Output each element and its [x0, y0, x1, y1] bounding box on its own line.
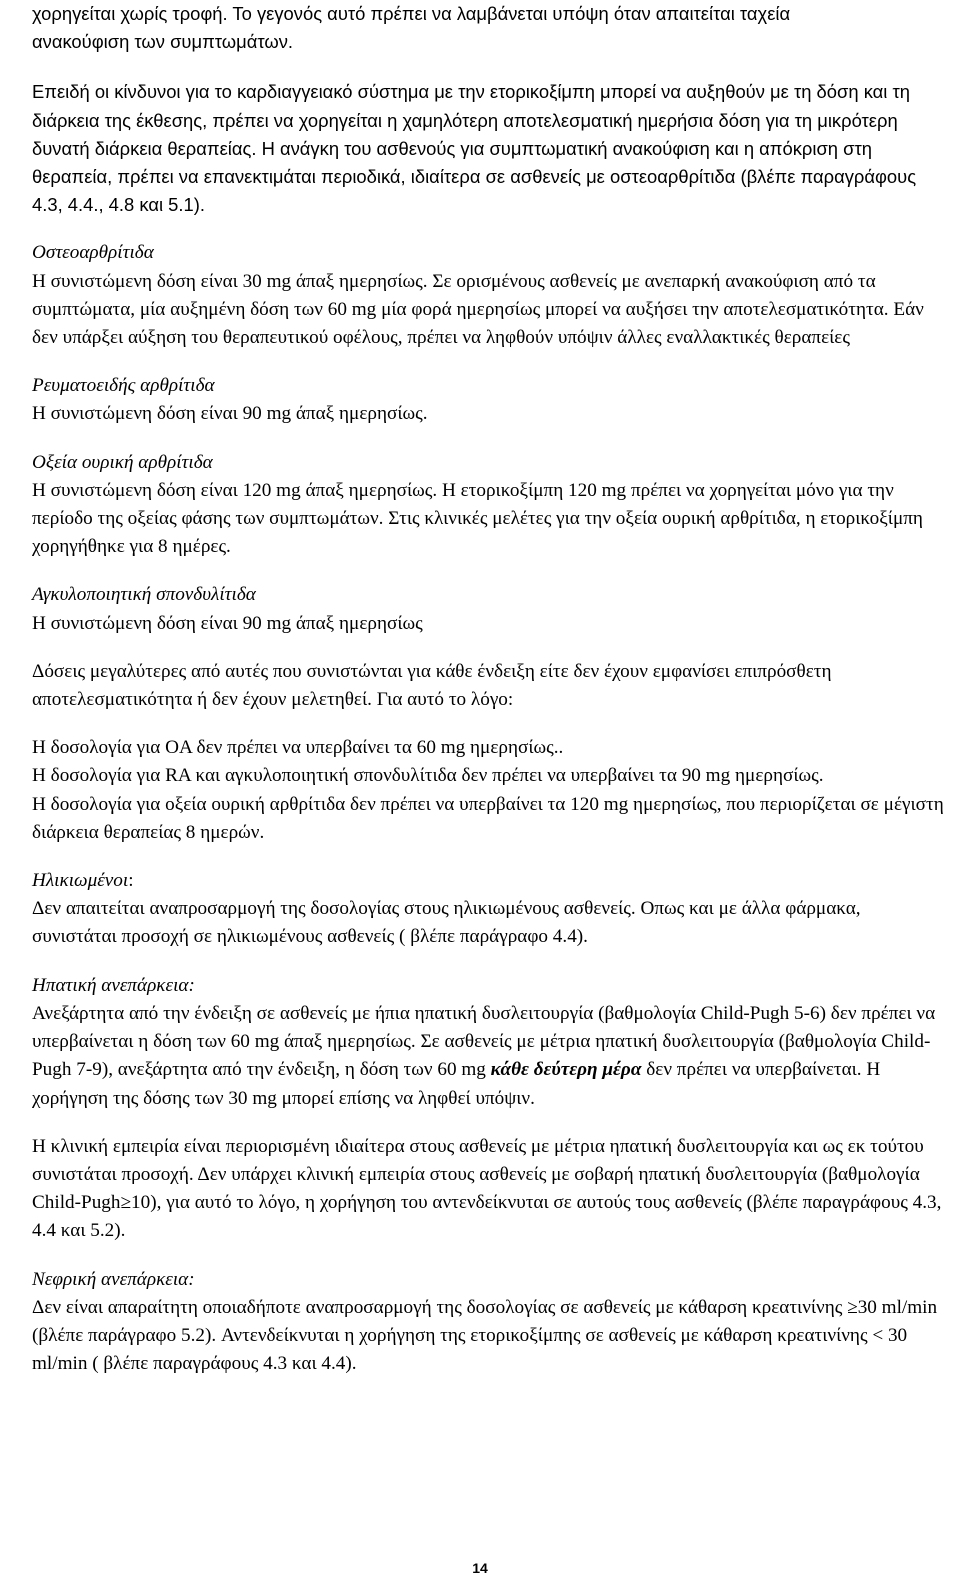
section-heading: Ηλικιωμένοι: [32, 870, 129, 892]
section-text: Η συνιστώμενη δόση είναι 30 mg άπαξ ημερησίως. Σε ορισμένους ασθενείς με ανεπαρκή ανακούφιση από τα συμπτώματα, μία αυξημένη δόση των 60 mg μία φορά ημερησίως μπορεί να αυξήσει την αποτελεσματικότητα. Εάν δεν υπάρξει αύξηση του θεραπευτικού οφέλους, πρέπει να ληφθούν υπόψιν άλλες εναλλακτικές θεραπείες: [32, 270, 924, 349]
section-text: Ανεξάρτητα από την ένδειξη σε ασθενείς με ήπια ηπατική δυσλειτουργία (βαθμολογία Child-Pugh 5-6) δεν πρέπει να υπερβαίνεται η δόση των 60 mg άπαξ ημερησίως. Σε ασθενείς με μέτρια ηπατική δυσλειτουργία (βαθμολογία Child-Pugh 7-9), ανεξάρτητα από την ένδειξη, η δόση των 60 mg κάθε δεύτερη μέρα δεν πρέπει να υπερβαίνεται. Η χορήγηση της δόσης των 30 mg μπορεί επίσης να ληφθεί υπόψιν.: [32, 1002, 936, 1109]
section-text: Η συνιστώμενη δόση είναι 90 mg άπαξ ημερησίως.: [32, 403, 428, 425]
document-body: [32, 0, 944, 1378]
page-number: 14: [472, 1560, 488, 1576]
text-line: ανακούφιση των συμπτωμάτων.: [32, 31, 294, 53]
symbol-gte: ≥: [847, 1296, 858, 1318]
symbol-gte: ≥: [120, 1192, 132, 1214]
section-osteoarthritis: [32, 239, 944, 352]
dose-limit-oa: Η δοσολογία για OA δεν πρέπει να υπερβαίνει τα 60 mg ημερησίως..: [32, 737, 564, 759]
section-text: Δεν απαιτείται αναπροσαρμογή της δοσολογίας στους ηλικιωμένους ασθενείς. Οπως και με άλλα φάρμακα, συνιστάται προσοχή σε ηλικιωμένους ασθενείς ( βλέπε παράγραφο 4.4).: [32, 898, 861, 948]
section-renal-impairment: [32, 1266, 944, 1379]
section-text: Η συνιστώμενη δόση είναι 120 mg άπαξ ημερησίως. Η ετορικοξίμπη 120 mg πρέπει να χορηγείται μόνο για την περίοδο της οξείας φάσης των συμπτωμάτων. Στις κλινικές μελέτες για την οξεία ουρική αρθρίτιδα, η ετορικοξίμπη χορηγήθηκε για 8 ημέρες.: [32, 479, 923, 558]
section-heading: Ηπατική ανεπάρκεια:: [32, 974, 195, 996]
dose-limit-gout: Η δοσολογία για οξεία ουρική αρθρίτιδα δεν πρέπει να υπερβαίνει τα 120 mg ημερησίως, που περιορίζεται σε μέγιστη διάρκεια θεραπείας 8 ημερών.: [32, 793, 944, 843]
section-text: Δεν είναι απαραίτητη οποιαδήποτε αναπροσαρμογή της δοσολογίας σε ασθενείς με κάθαρση κρεατινίνης ≥30 ml/min (βλέπε παράγραφο 5.2). Αντενδείκνυται η χορήγηση της ετορικοξίμπης σε ασθενείς με κάθαρση κρεατινίνης < 30 ml/min ( βλέπε παραγράφους 4.3 και 4.4).: [32, 1296, 938, 1375]
text-span: Επειδή οι κίνδυνοι για το καρδιαγγειακό σύστημα με την ετορικοξίμπη μπορεί να αυξηθούν με τη δόση και τη διάρκεια της έκθεσης, πρέπει να χορηγείται η χαμηλότερη αποτελεσματική ημερήσια δόση για τη μικρότερη δυνατή διάρκεια θεραπείας.: [32, 81, 910, 159]
text-span: Η ανάγκη του ασθενούς για συμπτωματική ανακούφιση και η απόκριση στη θεραπεία, πρέπει να επανεκτιμάται περιοδικά, ιδιαίτερα σε ασθενείς με οστεοαρθρίτιδα (βλέπε παραγράφους 4.3, 4.4., 4.8 και 5.1).: [32, 137, 917, 216]
section-heading: Ρευματοειδής αρθρίτιδα: [32, 375, 215, 397]
text-line: χορηγείται χωρίς τροφή. Το γεγονός αυτό πρέπει να λαμβάνεται υπόψη όταν απαιτείται ταχεία: [32, 3, 791, 24]
section-heading: Οστεοαρθρίτιδα: [32, 242, 154, 264]
paragraph-higher-doses: Δόσεις μεγαλύτερες από αυτές που συνιστώνται για κάθε ένδειξη είτε δεν έχουν εμφανίσει επιπρόσθετη αποτελεσματικότητα ή δεν έχουν μελετηθεί. Για αυτό το λόγο:: [32, 660, 832, 711]
section-ankylosing-spondylitis: [32, 581, 944, 637]
emphasis-text: κάθε δεύτερη μέρα: [490, 1059, 642, 1081]
paragraph-hepatic-experience: Η κλινική εμπειρία είναι περιορισμένη ιδιαίτερα στους ασθενείς με μέτρια ηπατική δυσλειτουργία και ως εκ τούτου συνιστάται προσοχή. Δεν υπάρχει κλινική εμπειρία στους ασθενείς με σοβαρή ηπατική δυσλειτουργία (βαθμολογία Child-Pugh≥10), για αυτό το λόγο, η χορήγηση του αντενδείκνυται σε αυτούς τους ασθενείς (βλέπε παραγράφους 4.3, 4.4 και 5.2).: [32, 1135, 942, 1242]
dose-limits: [32, 734, 944, 847]
section-hepatic-impairment: [32, 972, 944, 1113]
section-text: Η συνιστώμενη δόση είναι 90 mg άπαξ ημερησίως: [32, 612, 423, 634]
paragraph-food-note: [32, 0, 944, 56]
paragraph-cv-risk: [32, 78, 944, 219]
section-heading: Νεφρική ανεπάρκεια:: [32, 1268, 195, 1290]
section-heading-row: Ηλικιωμένοι:: [32, 870, 134, 892]
section-rheumatoid-arthritis: [32, 372, 944, 428]
section-elderly: [32, 867, 944, 952]
section-acute-gout: [32, 449, 944, 562]
section-heading: Οξεία ουρική αρθρίτιδα: [32, 451, 213, 473]
section-heading: Αγκυλοποιητική σπονδυλίτιδα: [32, 584, 256, 606]
dose-limit-ra: Η δοσολογία για RA και αγκυλοποιητική σπονδυλίτιδα δεν πρέπει να υπερβαίνει τα 90 mg ημερησίως.: [32, 765, 824, 787]
